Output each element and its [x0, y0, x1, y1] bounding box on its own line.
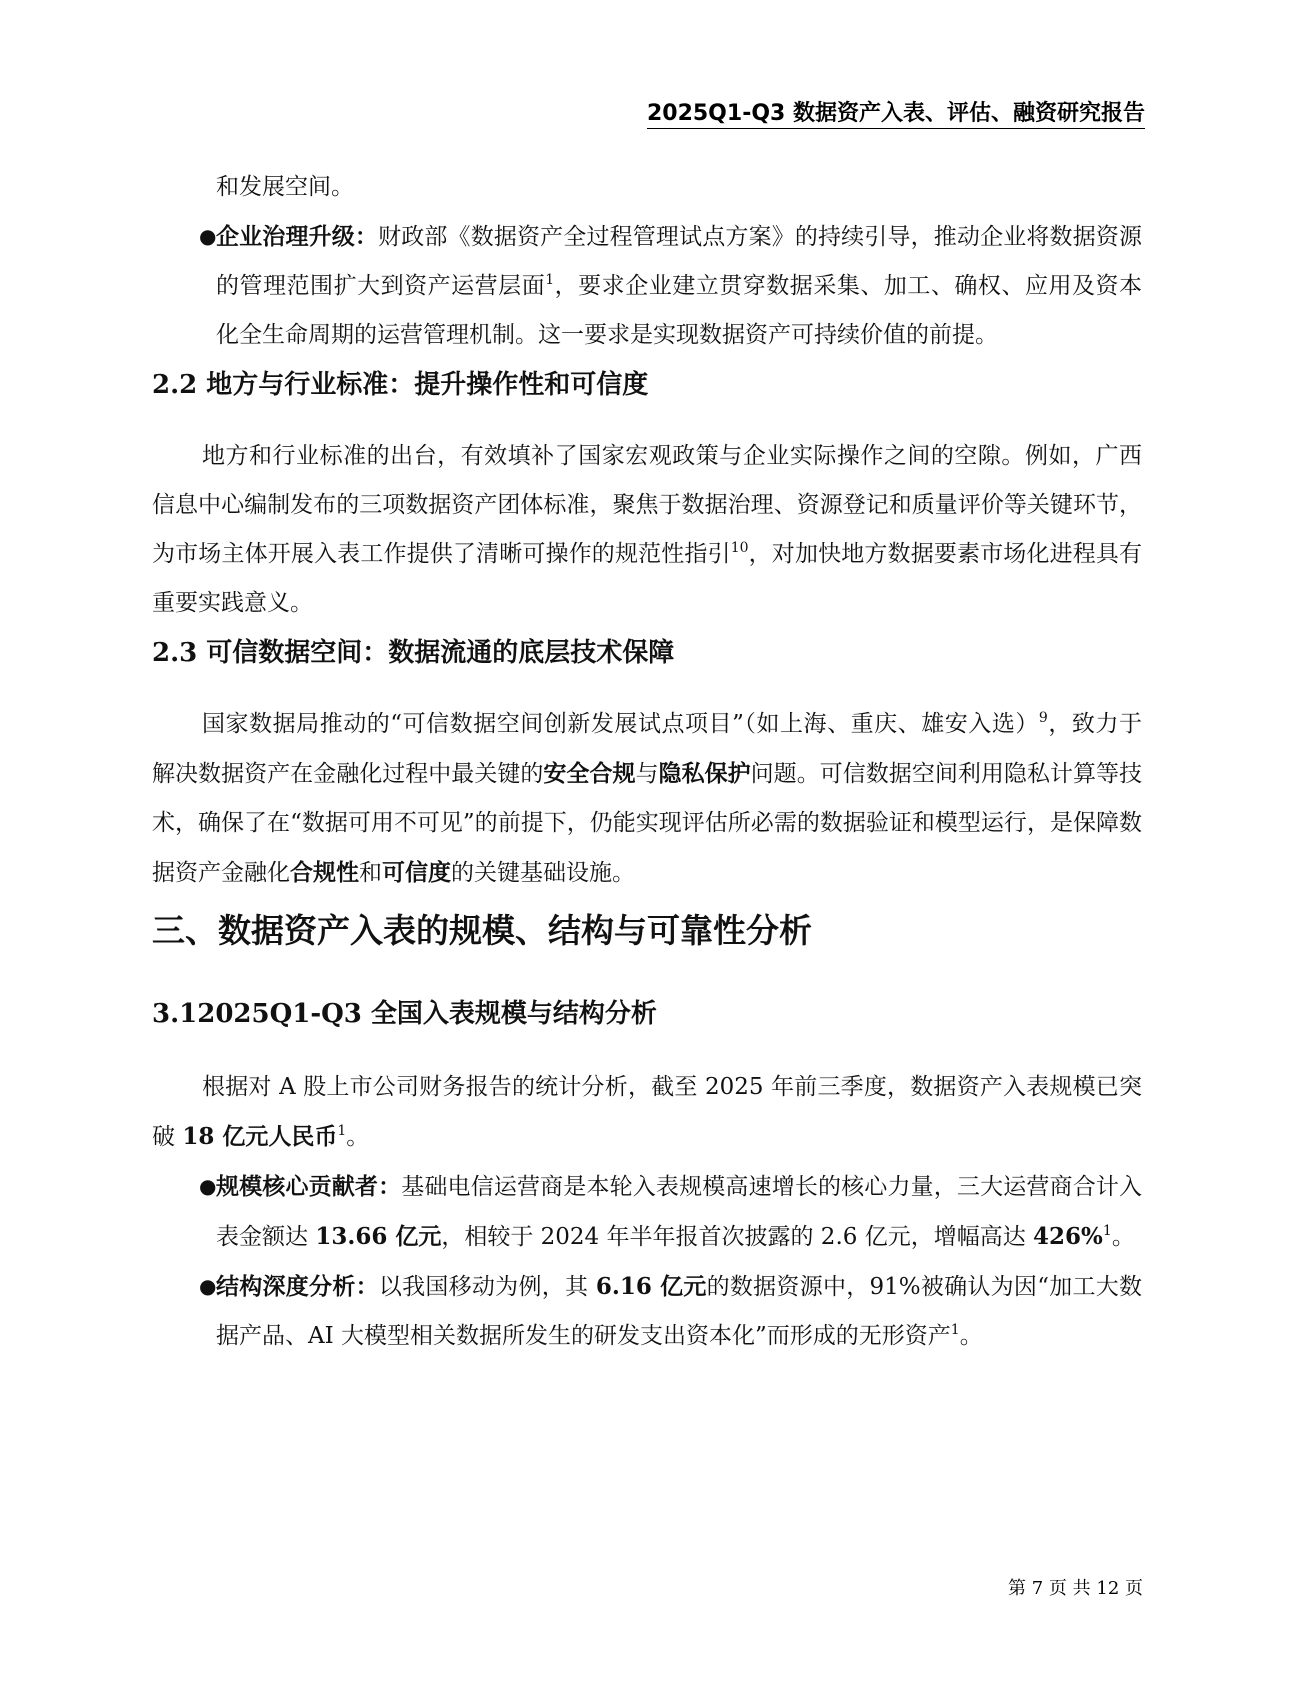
bullet-scale-contributors [152, 1162, 1142, 1262]
bold-term: 426% [1033, 1223, 1103, 1250]
paragraph-text: ，致力于解决数据资产在金融化过程中最关键的 [152, 711, 1142, 787]
section-heading-2-2: 2.2 地方与行业标准：提升操作性和可信度 [152, 370, 649, 400]
footnote-ref: 10 [730, 540, 749, 556]
section-heading-3-1: 3.12025Q1-Q3 全国入表规模与结构分析 [152, 999, 657, 1029]
page-content [152, 163, 1142, 1361]
bullet-label: 结构深度分析： [216, 1273, 379, 1300]
bullet-label: 规模核心贡献者： [216, 1173, 402, 1200]
bullet-text: 。 [1111, 1224, 1135, 1250]
bullet-text: 财政部《数据资产全过程管理试点方案》的持续引导，推动企业将数据资源的管理范围扩大到资产运营层面 [216, 224, 1143, 299]
bold-term: 合规性 [290, 859, 359, 886]
paragraph-text: ，对加快地方数据要素市场化进程具有重要实践意义。 [152, 541, 1143, 616]
bullet-governance-upgrade [152, 212, 1142, 360]
paragraph-text: 问题。可信数据空间利用隐私计算等技术，确保了在“数据可用不可见”的前提下，仍能实现评估所必需的数据验证和模型运行，是保障数据资产金融化 [152, 761, 1143, 886]
bullet-dot-icon: ● [199, 224, 217, 248]
paragraph-local-standards [152, 432, 1142, 628]
bold-term: 隐私保护 [658, 760, 751, 787]
bold-term: 可信度 [382, 859, 451, 886]
footnote-ref: 9 [1038, 710, 1048, 726]
paragraph-text: 和 [359, 860, 382, 886]
bold-term: 6.16 亿元 [595, 1273, 707, 1300]
paragraph-trusted-data-space [152, 700, 1142, 898]
bold-term: 18 亿元人民币 [182, 1123, 338, 1150]
paragraph-text: 。 [346, 1124, 370, 1150]
paragraph-text: 根据对 A 股上市公司财务报告的统计分析，截至 2025 年前三季度，数据资产入表规模已突破 [152, 1074, 1142, 1150]
section-heading-2-3: 2.3 可信数据空间：数据流通的底层技术保障 [152, 638, 675, 668]
bullet-dot-icon: ● [199, 1274, 217, 1298]
bold-term: 安全合规 [543, 760, 636, 787]
footnote-ref: 1 [337, 1123, 347, 1139]
bullet-text: 基础电信运营商是本轮入表规模高速增长的核心力量，三大运营商合计入表金额达 [216, 1174, 1143, 1250]
bullet-text: ，相较于 2024 年半年报首次披露的 2.6 亿元，增幅高达 [441, 1224, 1034, 1250]
footnote-ref: 1 [1102, 1223, 1112, 1239]
paragraph-text: 国家数据局推动的“可信数据空间创新发展试点项目”（如上海、重庆、雄安入选） [202, 711, 1039, 737]
bullet-structure-analysis [152, 1262, 1142, 1361]
bullet-text: 以我国移动为例，其 [378, 1274, 596, 1300]
paragraph-text: 的关键基础设施。 [451, 860, 635, 886]
report-header-title: 2025Q1-Q3 数据资产入表、评估、融资研究报告 [647, 96, 1145, 129]
chapter-heading-3: 三、数据资产入表的规模、结构与可靠性分析 [152, 911, 812, 950]
paragraph-scale-summary [152, 1063, 1142, 1162]
footnote-ref: 1 [950, 1322, 960, 1338]
bullet-text: 。 [959, 1323, 983, 1349]
footnote-ref: 1 [545, 272, 555, 288]
bullet-dot-icon: ● [199, 1174, 217, 1198]
continued-text: 和发展空间。 [216, 174, 354, 200]
paragraph-text: 与 [635, 761, 659, 787]
bullet-text: ，要求企业建立贯穿数据采集、加工、确权、应用及资本化全生命周期的运营管理机制。这一要求是实现数据资产可持续价值的前提。 [216, 273, 1143, 348]
bold-term: 13.66 亿元 [315, 1223, 442, 1250]
paragraph-text: 地方和行业标准的出台，有效填补了国家宏观政策与企业实际操作之间的空隙。例如，广西信息中心编制发布的三项数据资产团体标准，聚焦于数据治理、资源登记和质量评价等关键环节，为市场主体开展入表工作提供了清晰可操作的规范性指引 [152, 443, 1142, 567]
page-number-footer: 第 7 页 共 12 页 [1008, 1578, 1143, 1599]
bullet-label: 企业治理升级： [216, 223, 379, 250]
bullet-text: 的数据资源中，91%被确认为因“加工大数据产品、AI 大模型相关数据所发生的研发支出资本化”而形成的无形资产 [216, 1274, 1143, 1349]
